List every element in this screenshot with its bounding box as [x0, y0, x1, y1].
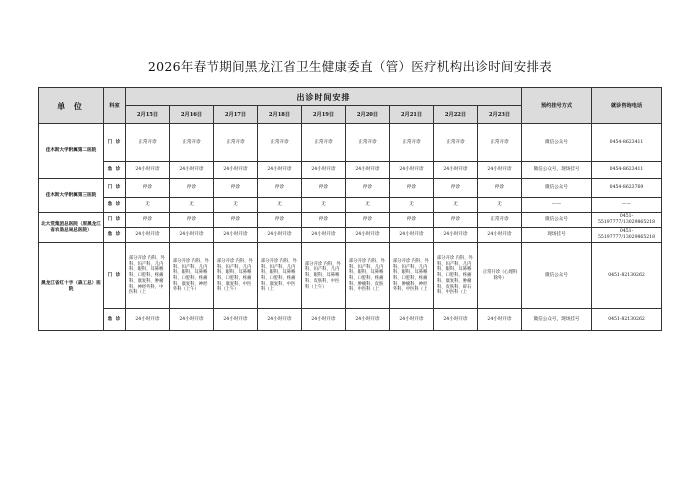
schedule-cell: 24小时开诊	[478, 309, 522, 331]
header-date: 2月18日	[258, 106, 302, 124]
schedule-cell: 无	[126, 198, 170, 213]
table-row	[39, 124, 662, 162]
schedule-cell: 24小时开诊	[434, 309, 478, 331]
schedule-cell: 停诊	[346, 213, 390, 228]
header-dept: 科室	[104, 88, 126, 124]
booking-cell: 微信公众号	[522, 213, 592, 228]
schedule-cell: 24小时开诊	[478, 228, 522, 243]
header-schedule-group: 出诊时间安排	[126, 88, 522, 106]
dept-clinic: 门 诊	[104, 124, 126, 162]
schedule-cell: 部分开诊 内科、外科、妇产科、儿内科、眼科、耳鼻喉科、口腔科、疼痛科、康复科、神经外科（上午）	[170, 243, 214, 309]
dept-emergency: 急 诊	[104, 309, 126, 331]
schedule-cell: 停诊	[302, 213, 346, 228]
schedule-cell: 停诊	[390, 213, 434, 228]
schedule-cell: 无	[302, 198, 346, 213]
schedule-table	[38, 87, 662, 331]
header-unit: 单 位	[39, 88, 104, 124]
schedule-cell: 24小时开诊	[346, 162, 390, 179]
booking-cell: ——	[522, 198, 592, 213]
unit-name: 佳木斯大学附属第三医院	[39, 179, 104, 213]
schedule-cell: 24小时开诊	[214, 309, 258, 331]
schedule-cell: 无	[258, 198, 302, 213]
dept-emergency: 急 诊	[104, 228, 126, 243]
schedule-cell: 部分开诊 内科、外科、妇产科、儿内科、眼科、耳鼻喉科、口腔科、疼痛科、肿瘤科、皮肤科、中医科（上	[346, 243, 390, 309]
schedule-cell: 停诊	[346, 179, 390, 198]
table-row	[39, 228, 662, 243]
phone-cell: 0451-55197777/13029865218	[592, 228, 662, 243]
unit-name: 黑龙江省红十字（森工总）医院	[39, 243, 104, 331]
schedule-cell: 无	[346, 198, 390, 213]
table-row	[39, 243, 662, 309]
schedule-cell: 停诊	[390, 179, 434, 198]
booking-cell: 微信公众号	[522, 243, 592, 309]
schedule-cell: 24小时开诊	[302, 228, 346, 243]
schedule-cell: 正常开诊	[390, 124, 434, 162]
phone-cell: 0451-55197777/13029865218	[592, 213, 662, 228]
dept-emergency: 急 诊	[104, 162, 126, 179]
header-date: 2月17日	[214, 106, 258, 124]
page-title: 2026年春节期间黑龙江省卫生健康委直（管）医疗机构出诊时间安排表	[147, 59, 553, 74]
schedule-cell: 停诊	[214, 213, 258, 228]
schedule-cell: 部分开诊 内科、外科、妇产科、儿内科、眼科、耳鼻喉科、口腔科、疼痛科、康复科、肿瘤科、神经外科、中医科（上	[126, 243, 170, 309]
schedule-cell: 24小时开诊	[258, 309, 302, 331]
schedule-cell: 正常开诊	[478, 124, 522, 162]
header-date: 2月16日	[170, 106, 214, 124]
schedule-cell: 无	[170, 198, 214, 213]
schedule-cell: 24小时开诊	[126, 309, 170, 331]
phone-cell: 0454-8623411	[592, 162, 662, 179]
schedule-cell: 正常开诊	[478, 213, 522, 228]
header-booking: 预约挂号方式	[522, 88, 592, 124]
schedule-cell: 24小时开诊	[126, 228, 170, 243]
header-date: 2月23日	[478, 106, 522, 124]
phone-cell: 0454-8623411	[592, 124, 662, 162]
schedule-cell: 24小时开诊	[214, 162, 258, 179]
schedule-cell: 停诊	[258, 213, 302, 228]
schedule-cell: 停诊	[170, 179, 214, 198]
table-row	[39, 198, 662, 213]
schedule-cell: 部分开诊 内科、外科、妇产科、儿内科、眼科、耳鼻喉科、口腔科、疼痛科、康复科、中医科（上午）	[214, 243, 258, 309]
booking-cell: 微信公众号，现场挂号	[522, 309, 592, 331]
schedule-cell: 无	[434, 198, 478, 213]
schedule-cell: 停诊	[214, 179, 258, 198]
unit-name: 北大荒集团总医院（原黑龙江省农垦总局总医院）	[39, 213, 104, 243]
schedule-cell: 24小时开诊	[346, 309, 390, 331]
schedule-cell: 无	[214, 198, 258, 213]
schedule-cell: 24小时开诊	[214, 228, 258, 243]
schedule-cell: 24小时开诊	[170, 228, 214, 243]
booking-cell: 微信公众号，现场挂号	[522, 162, 592, 179]
schedule-cell: 正常开诊	[434, 124, 478, 162]
header-date: 2月22日	[434, 106, 478, 124]
schedule-cell: 正常开诊（心理科除外）	[478, 243, 522, 309]
phone-cell: ——	[592, 198, 662, 213]
schedule-cell: 24小时开诊	[390, 228, 434, 243]
schedule-cell: 24小时开诊	[434, 228, 478, 243]
header-date: 2月21日	[390, 106, 434, 124]
schedule-cell: 24小时开诊	[390, 162, 434, 179]
schedule-cell: 24小时开诊	[170, 162, 214, 179]
schedule-cell: 停诊	[302, 179, 346, 198]
schedule-cell: 停诊	[258, 179, 302, 198]
table-row	[39, 213, 662, 228]
schedule-cell: 正常开诊	[170, 124, 214, 162]
schedule-cell: 停诊	[126, 179, 170, 198]
booking-cell: 微信公众号	[522, 124, 592, 162]
schedule-cell: 24小时开诊	[170, 309, 214, 331]
schedule-cell: 部分开诊 内科、外科、妇产科、儿内科、眼科、耳鼻喉科、口腔科、疼痛科、康复科、中医科（上	[258, 243, 302, 309]
table-row	[39, 162, 662, 179]
schedule-cell: 24小时开诊	[258, 228, 302, 243]
schedule-cell: 部分开诊 内科、外科、妇产科、儿内科、眼科、耳鼻喉科、口腔科、疼痛科、康复科、肿瘤科、皮肤科、碎石科、中医科（上	[434, 243, 478, 309]
schedule-cell: 24小时开诊	[478, 162, 522, 179]
schedule-cell: 正常开诊	[302, 124, 346, 162]
header-date: 2月15日	[126, 106, 170, 124]
schedule-cell: 部分开诊 内科、外科、妇产科、儿内科、眼科、耳鼻喉科、皮肤科、中医科（上午）	[302, 243, 346, 309]
schedule-cell: 24小时开诊	[434, 162, 478, 179]
schedule-cell: 24小时开诊	[346, 228, 390, 243]
dept-clinic: 门 诊	[104, 213, 126, 228]
schedule-cell: 部分开诊 内科、外科、妇产科、儿内科、眼科、耳鼻喉科、口腔科、疼痛科、肿瘤科、神经外科、中医科（上	[390, 243, 434, 309]
schedule-cell: 24小时开诊	[126, 162, 170, 179]
header-phone: 就诊咨询电话	[592, 88, 662, 124]
schedule-cell: 停诊	[478, 179, 522, 198]
schedule-cell: 无	[390, 198, 434, 213]
schedule-cell: 停诊	[434, 213, 478, 228]
header-date: 2月19日	[302, 106, 346, 124]
dept-emergency: 急 诊	[104, 198, 126, 213]
schedule-cell: 24小时开诊	[390, 309, 434, 331]
schedule-cell: 正常开诊	[126, 124, 170, 162]
schedule-cell: 正常开诊	[214, 124, 258, 162]
header-date: 2月20日	[346, 106, 390, 124]
phone-cell: 0454-8623769	[592, 179, 662, 198]
schedule-cell: 无	[478, 198, 522, 213]
phone-cell: 0451-82130262	[592, 243, 662, 309]
dept-clinic: 门 诊	[104, 243, 126, 309]
booking-cell: 现场挂号	[522, 228, 592, 243]
schedule-cell: 停诊	[434, 179, 478, 198]
booking-cell: 微信公众号	[522, 179, 592, 198]
schedule-cell: 24小时开诊	[258, 162, 302, 179]
dept-clinic: 门 诊	[104, 179, 126, 198]
schedule-cell: 正常开诊	[346, 124, 390, 162]
schedule-cell: 正常开诊	[258, 124, 302, 162]
schedule-cell: 24小时开诊	[302, 309, 346, 331]
phone-cell: 0451-82130262	[592, 309, 662, 331]
unit-name: 佳木斯大学附属第二医院	[39, 124, 104, 179]
table-row	[39, 179, 662, 198]
schedule-cell: 停诊	[170, 213, 214, 228]
table-row	[39, 309, 662, 331]
schedule-cell: 停诊	[126, 213, 170, 228]
schedule-cell: 24小时开诊	[302, 162, 346, 179]
